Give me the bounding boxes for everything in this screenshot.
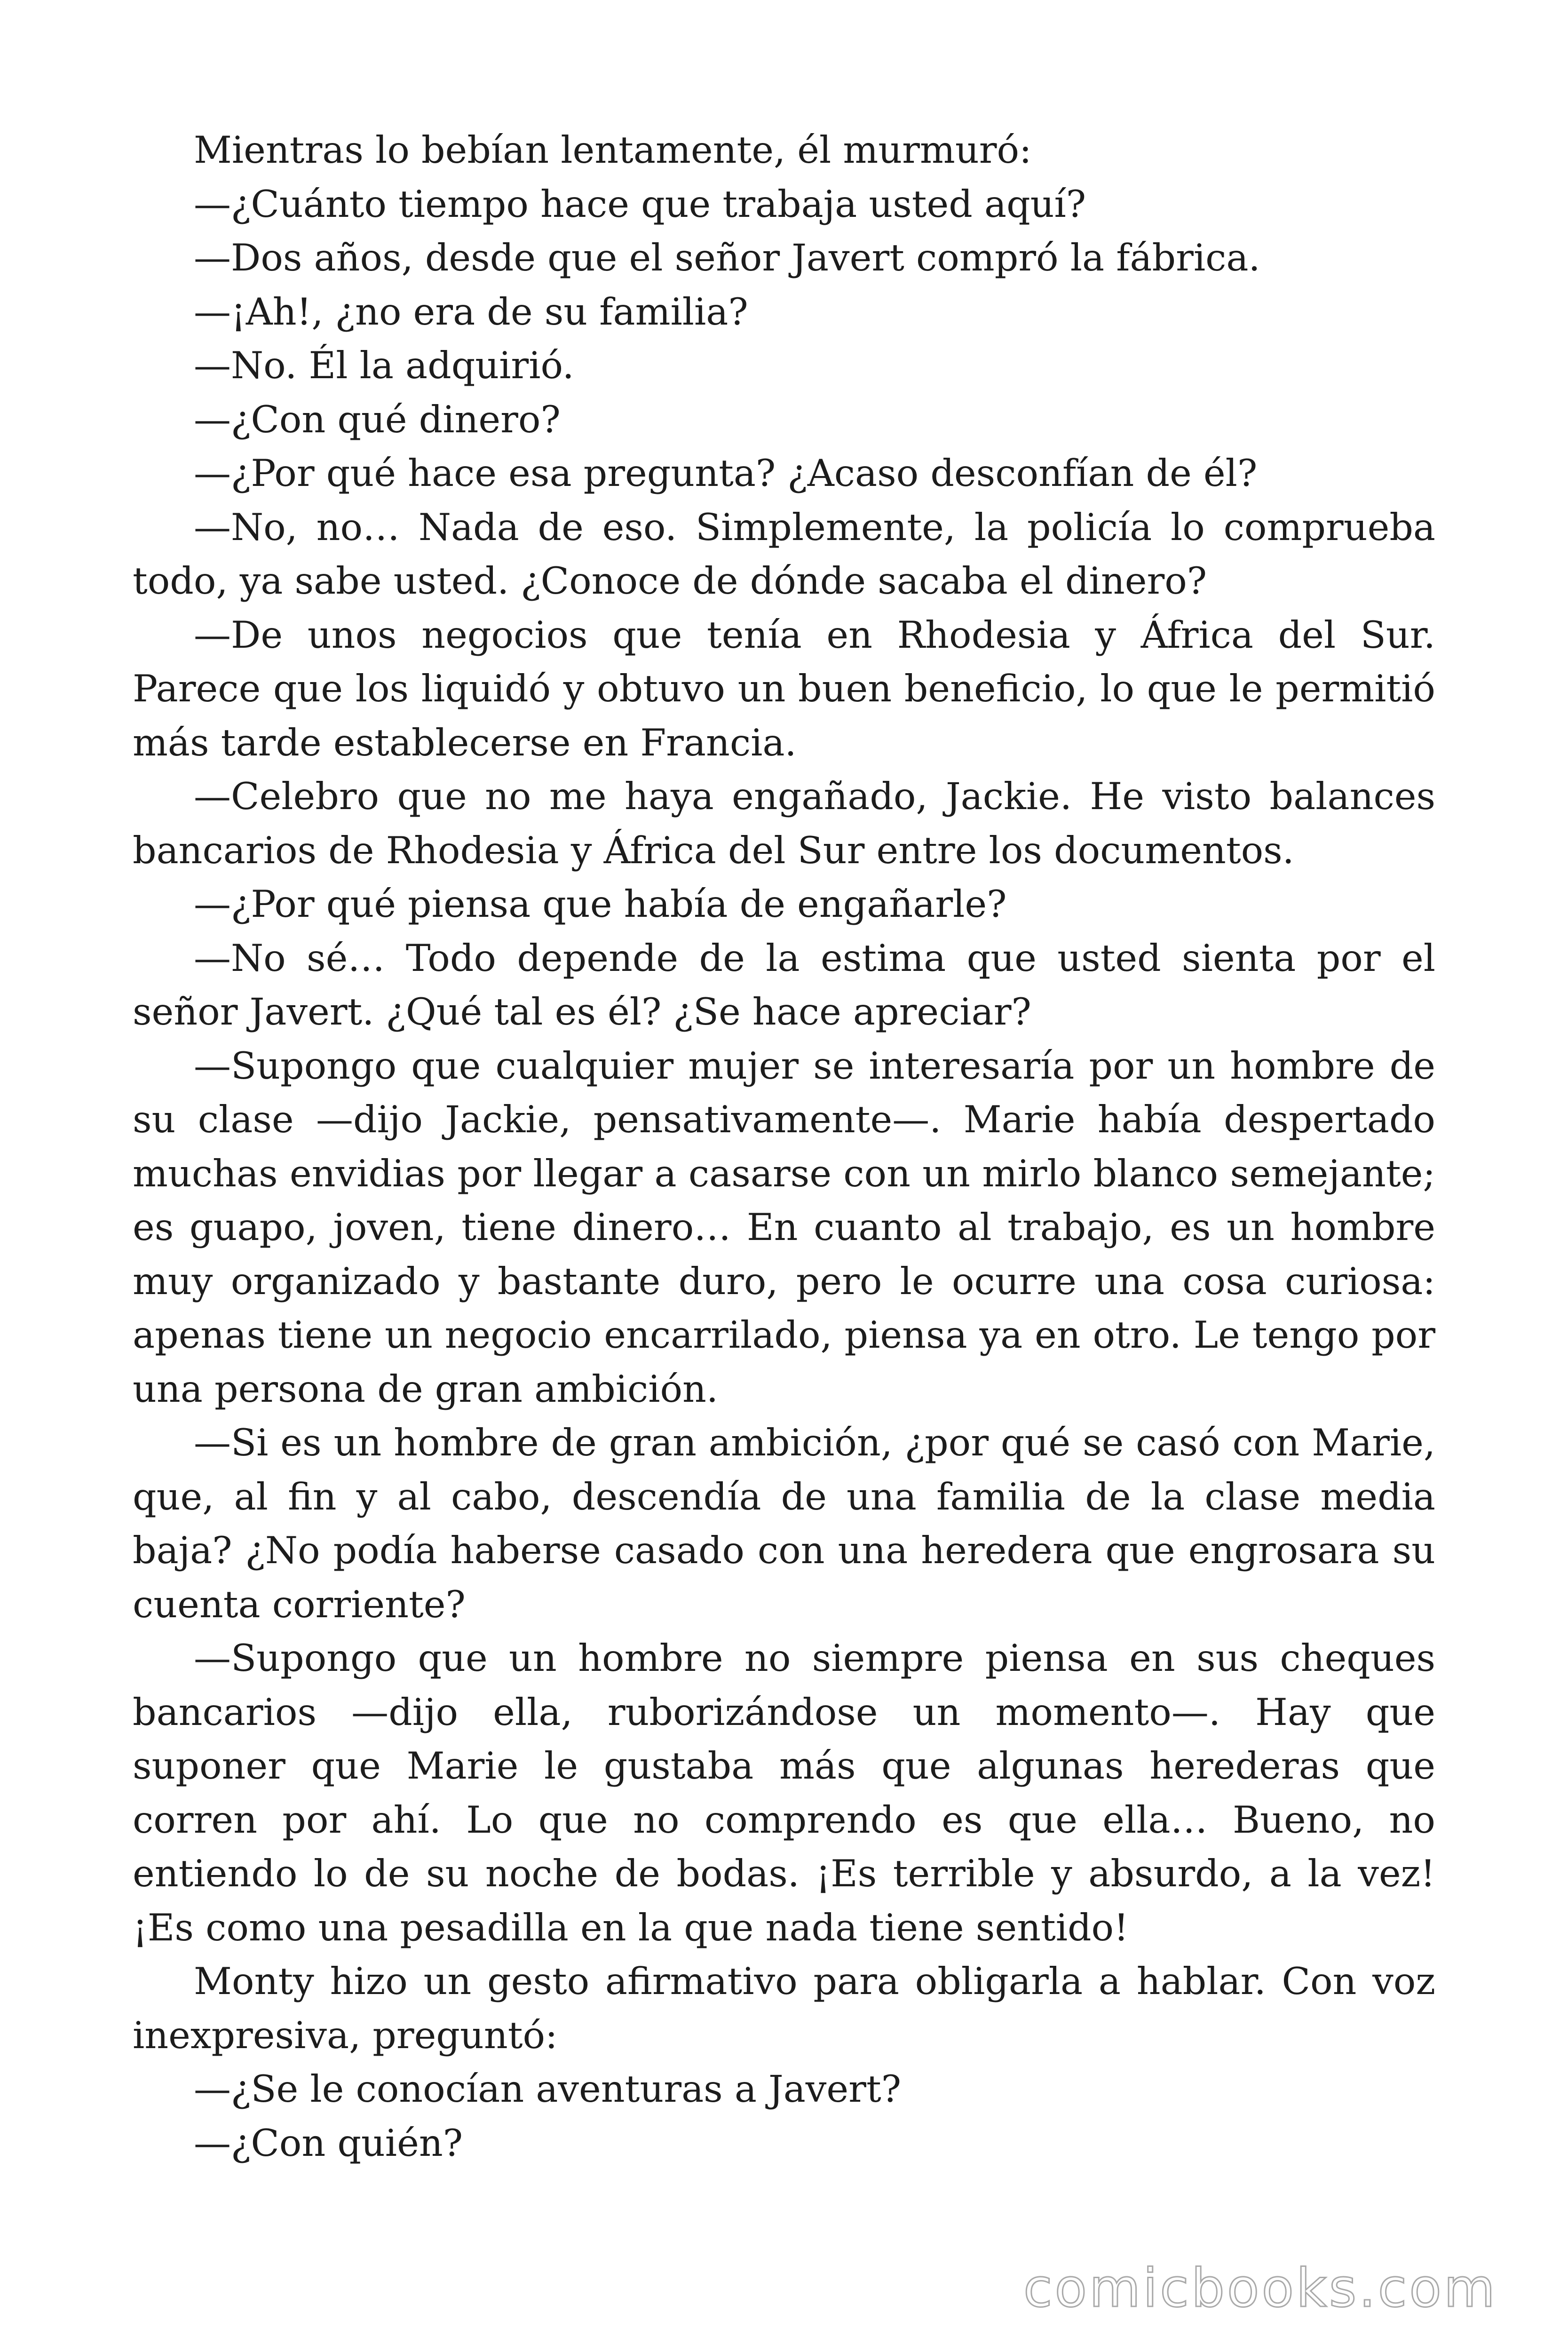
paragraph: —Celebro que no me haya engañado, Jackie. He visto balances bancarios de Rhodesia y África del Sur entre los documentos. — [133, 775, 1435, 872]
paragraph: —¿Por qué hace esa pregunta? ¿Acaso desconfían de él? — [194, 452, 1258, 495]
paragraph: —¿Se le conocían aventuras a Javert? — [194, 2067, 902, 2111]
paragraph: —Si es un hombre de gran ambición, ¿por qué se casó con Marie, que, al fin y al cabo, descendía de una familia de la clase media baja? ¿No podía haberse casado con una heredera que engrosara su cuenta corriente? — [133, 1421, 1435, 1626]
paragraph: —¡Ah!, ¿no era de su familia? — [194, 290, 748, 334]
page-text-block — [133, 123, 1435, 2170]
paragraph: —No, no… Nada de eso. Simplemente, la policía lo comprueba todo, ya sabe usted. ¿Conoce de dónde sacaba el dinero? — [133, 505, 1435, 603]
paragraph: —¿Cuánto tiempo hace que trabaja usted aquí? — [194, 182, 1086, 226]
paragraph: Monty hizo un gesto afirmativo para obligarla a hablar. Con voz inexpresiva, preguntó: — [133, 1960, 1435, 2057]
paragraph: —Dos años, desde que el señor Javert compró la fábrica. — [194, 236, 1260, 279]
paragraph: —No sé… Todo depende de la estima que usted sienta por el señor Javert. ¿Qué tal es él? ¿Se hace apreciar? — [133, 936, 1435, 1033]
paragraph: —No. Él la adquirió. — [194, 344, 574, 387]
paragraph: —¿Con qué dinero? — [194, 397, 561, 441]
paragraph: —Supongo que un hombre no siempre piensa en sus cheques bancarios —dijo ella, ruborizándose un momento—. Hay que suponer que Marie le gustaba más que algunas herederas que corren por ahí. Lo que no comprendo es que ella… Bueno, no entiendo lo de su noche de bodas. ¡Es terrible y absurdo, a la vez! ¡Es como una pesadilla en la que nada tiene sentido! — [133, 1637, 1435, 1949]
paragraph: —Supongo que cualquier mujer se interesaría por un hombre de su clase —dijo Jackie, pensativamente—. Marie había despertado muchas envidias por llegar a casarse con un mirlo blanco semejante; es guapo, joven, tiene dinero… En cuanto al trabajo, es un hombre muy organizado y bastante duro, pero le ocurre una cosa curiosa: apenas tiene un negocio encarrilado, piensa ya en otro. Le tengo por una persona de gran ambición. — [133, 1044, 1435, 1411]
paragraph: —De unos negocios que tenía en Rhodesia y África del Sur. Parece que los liquidó y obtuvo un buen beneficio, lo que le permitió más tarde establecerse en Francia. — [133, 613, 1435, 764]
paragraph: Mientras lo bebían lentamente, él murmuró: — [194, 128, 1032, 172]
paragraph: —¿Con quién? — [194, 2121, 463, 2165]
site-watermark: comicbooks.com — [1023, 2258, 1497, 2319]
paragraph: —¿Por qué piensa que había de engañarle? — [194, 882, 1007, 926]
